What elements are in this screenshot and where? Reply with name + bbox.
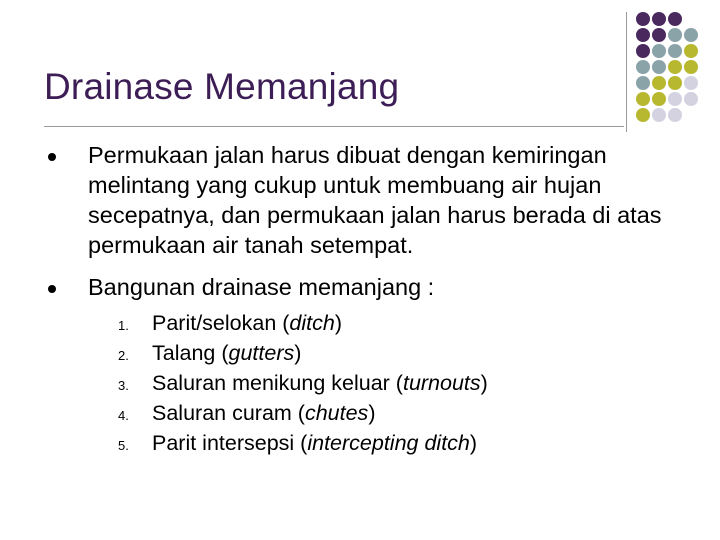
numbered-list [118, 308, 488, 458]
item-text-post: ) [294, 341, 302, 365]
item-text-term: gutters [228, 341, 295, 365]
decorative-dot [652, 12, 666, 26]
numbered-item [118, 308, 488, 338]
item-number: 5. [118, 438, 129, 453]
decorative-dot [652, 60, 666, 74]
decorative-dot [636, 108, 650, 122]
item-text-pre: Parit intersepsi ( [152, 431, 308, 455]
numbered-item [118, 368, 488, 398]
bullet-text: Permukaan jalan harus dibuat dengan kemiringan melintang yang cukup untuk membuang air hujan secepatnya, dan permukaan jalan harus berada di atas permukaan air tanah setempat. [88, 142, 662, 258]
item-number: 1. [118, 318, 129, 333]
bullet-icon [48, 153, 56, 161]
decorative-dot [684, 76, 698, 90]
item-text-post: ) [480, 371, 488, 395]
bullet-list [46, 140, 686, 302]
bullet-item [46, 140, 686, 260]
decorative-dot [668, 92, 682, 106]
item-text-term: intercepting ditch [307, 431, 470, 455]
item-text-post: ) [469, 431, 478, 455]
decorative-dot [652, 76, 666, 90]
decorative-dot [668, 44, 682, 58]
item-text-term: turnouts [402, 371, 481, 395]
item-number: 3. [118, 378, 129, 393]
decorative-dot [652, 28, 666, 42]
decorative-dot-grid [636, 12, 720, 122]
item-text-term: ditch [289, 311, 335, 335]
decorative-dot [636, 76, 650, 90]
numbered-item [118, 428, 488, 458]
decorative-dot [668, 60, 682, 74]
item-text-pre: Saluran curam ( [152, 401, 305, 425]
decorative-dot [668, 76, 682, 90]
decorative-dot [684, 92, 698, 106]
item-number: 4. [118, 408, 129, 423]
bullet-item [46, 272, 686, 302]
decorative-dot [668, 12, 682, 26]
vertical-divider [626, 12, 627, 132]
item-text-pre: Saluran menikung keluar ( [152, 371, 403, 395]
item-text-pre: Parit/selokan ( [152, 311, 290, 335]
decorative-dot [684, 44, 698, 58]
decorative-dot [636, 44, 650, 58]
decorative-dot [636, 60, 650, 74]
decorative-dot [652, 92, 666, 106]
decorative-dot [668, 108, 682, 122]
item-text-term: chutes [304, 401, 369, 425]
bullet-icon [48, 285, 56, 293]
bullet-text: Bangunan drainase memanjang : [88, 274, 435, 300]
item-text-post: ) [334, 311, 343, 335]
item-number: 2. [118, 348, 129, 363]
decorative-dot [636, 12, 650, 26]
decorative-dot [684, 60, 698, 74]
item-text-pre: Talang ( [152, 341, 229, 365]
slide-title: Drainase Memanjang [44, 66, 400, 107]
numbered-item [118, 398, 488, 428]
decorative-dot [684, 28, 698, 42]
title-divider [44, 126, 624, 127]
decorative-dot [668, 28, 682, 42]
item-text-post: ) [368, 401, 376, 425]
decorative-dot [636, 28, 650, 42]
decorative-dot [652, 44, 666, 58]
decorative-dot [652, 108, 666, 122]
numbered-item [118, 338, 488, 368]
decorative-dot [636, 92, 650, 106]
